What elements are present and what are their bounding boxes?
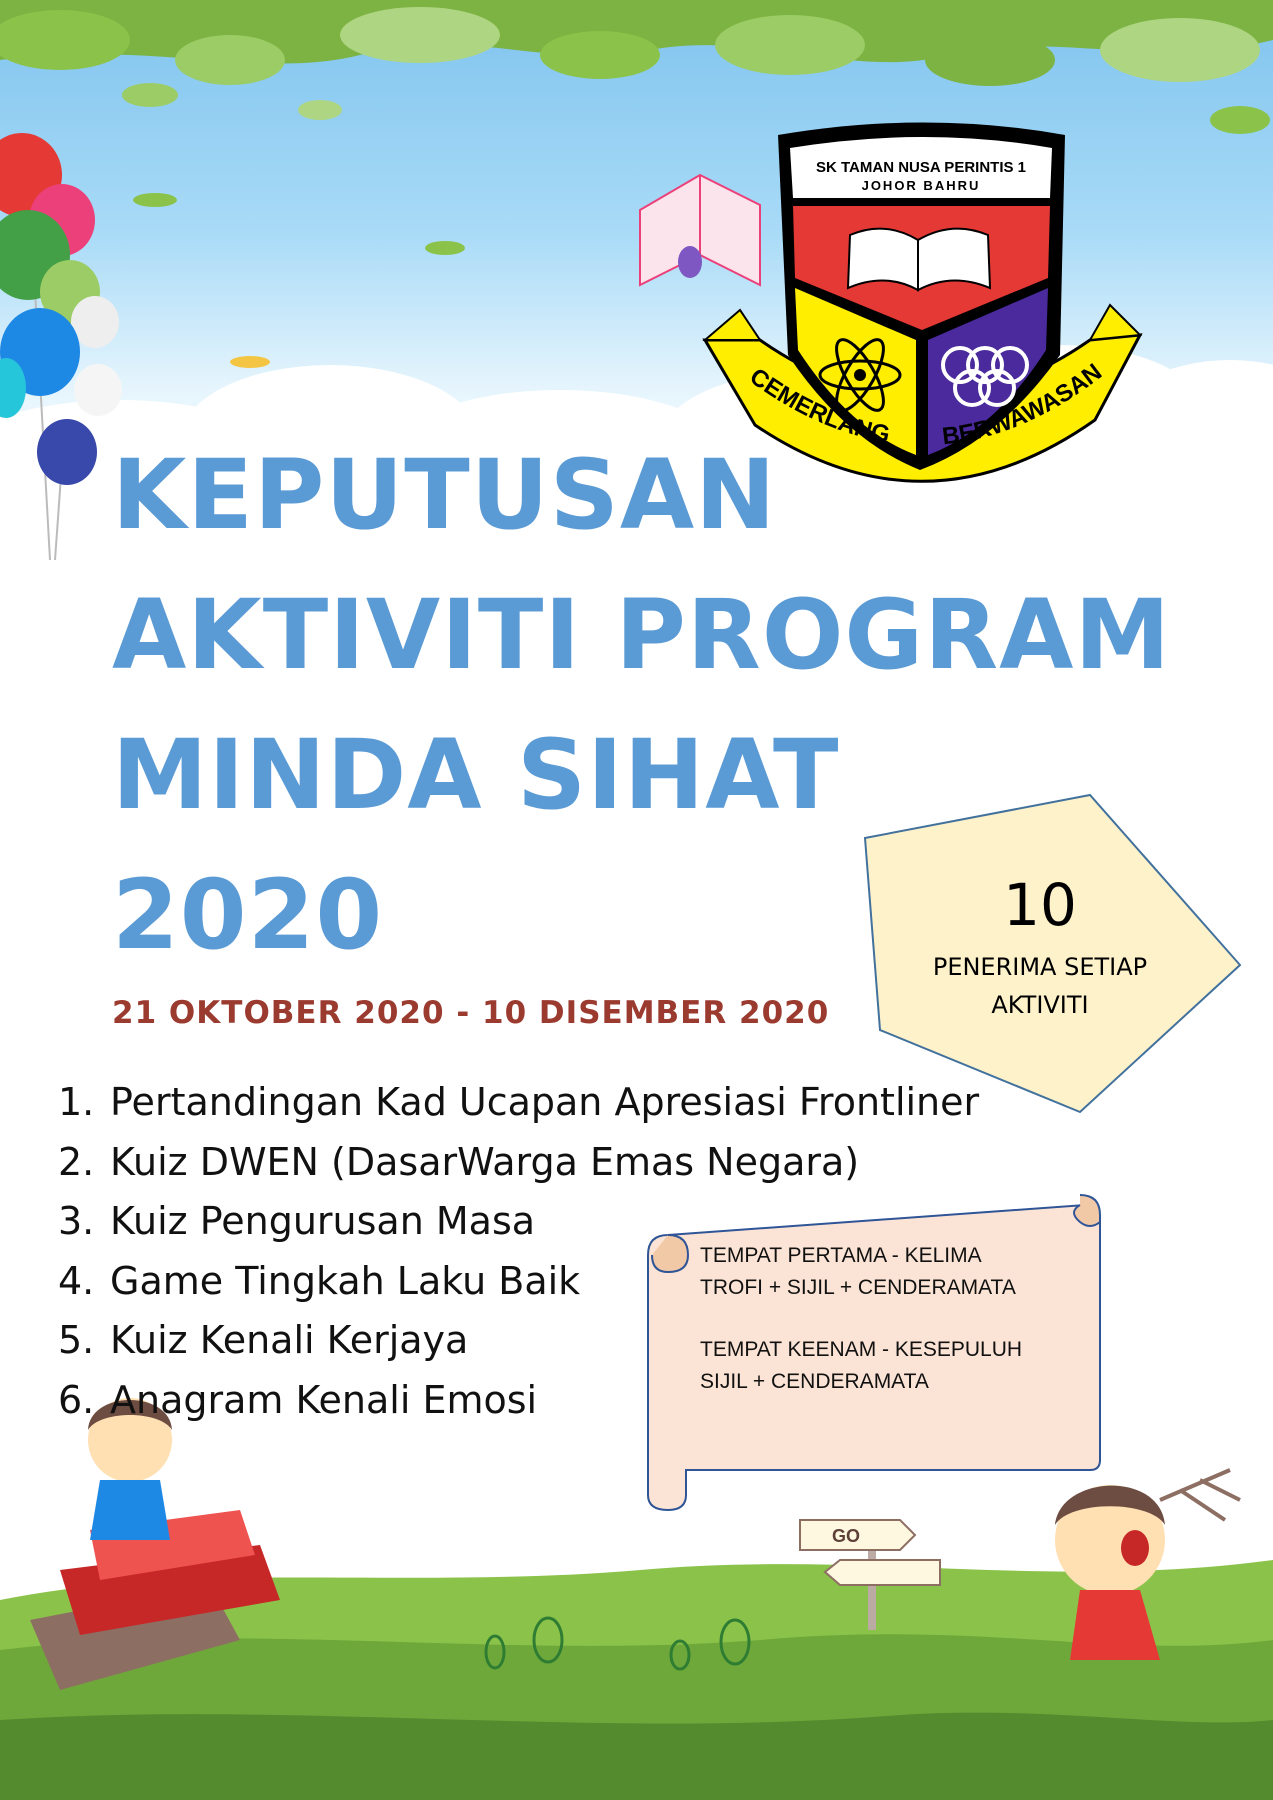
list-item-label: Game Tingkah Laku Baik	[110, 1258, 581, 1303]
list-item-label: Anagram Kenali Emosi	[110, 1377, 538, 1422]
list-item-number: 5.	[58, 1318, 95, 1362]
prize-tier1-prize: TROFI + SIJIL + CENDERAMATA	[700, 1276, 1016, 1299]
list-item-label: Pertandingan Kad Ucapan Apresiasi Frontliner	[110, 1080, 980, 1124]
signpost-label: GO	[832, 1526, 861, 1546]
crest-motto-left: CEMERLANG	[744, 362, 893, 449]
list-item-number: 6.	[58, 1377, 95, 1422]
prize-tier2-prize: SIJIL + CENDERAMATA	[700, 1370, 929, 1393]
title-line-1: KEPUTUSAN	[112, 439, 777, 551]
list-item-label: Kuiz Pengurusan Masa	[110, 1199, 536, 1243]
title-line-3: MINDA SIHAT	[112, 719, 840, 831]
title-line-4: 2020	[112, 859, 384, 971]
crest-school-name: SK TAMAN NUSA PERINTIS 1	[815, 159, 1027, 176]
list-item-label: Kuiz DWEN (DasarWarga Emas Negara)	[110, 1139, 860, 1184]
title-line-2: AKTIVITI PROGRAM	[112, 579, 1171, 691]
list-item-number: 3.	[58, 1199, 95, 1243]
list-item-label: Kuiz Kenali Kerjaya	[110, 1318, 469, 1362]
recipients-label-1: PENERIMA SETIAP	[932, 953, 1148, 981]
recipients-count: 10	[1003, 871, 1077, 939]
recipients-label-2: AKTIVITI	[991, 991, 1089, 1019]
crest-school-city: JOHOR BAHRU	[861, 178, 981, 193]
list-item-number: 1.	[58, 1080, 95, 1124]
prize-tier2-title: TEMPAT KEENAM - KESEPULUH	[700, 1338, 1023, 1361]
list-item-number: 2.	[58, 1139, 95, 1184]
date-range: 21 OKTOBER 2020 - 10 DISEMBER 2020	[112, 995, 830, 1031]
crest-motto-right: BERWAWASAN	[940, 358, 1108, 451]
prize-tier1-title: TEMPAT PERTAMA - KELIMA	[700, 1244, 982, 1267]
list-item-number: 4.	[58, 1258, 95, 1303]
